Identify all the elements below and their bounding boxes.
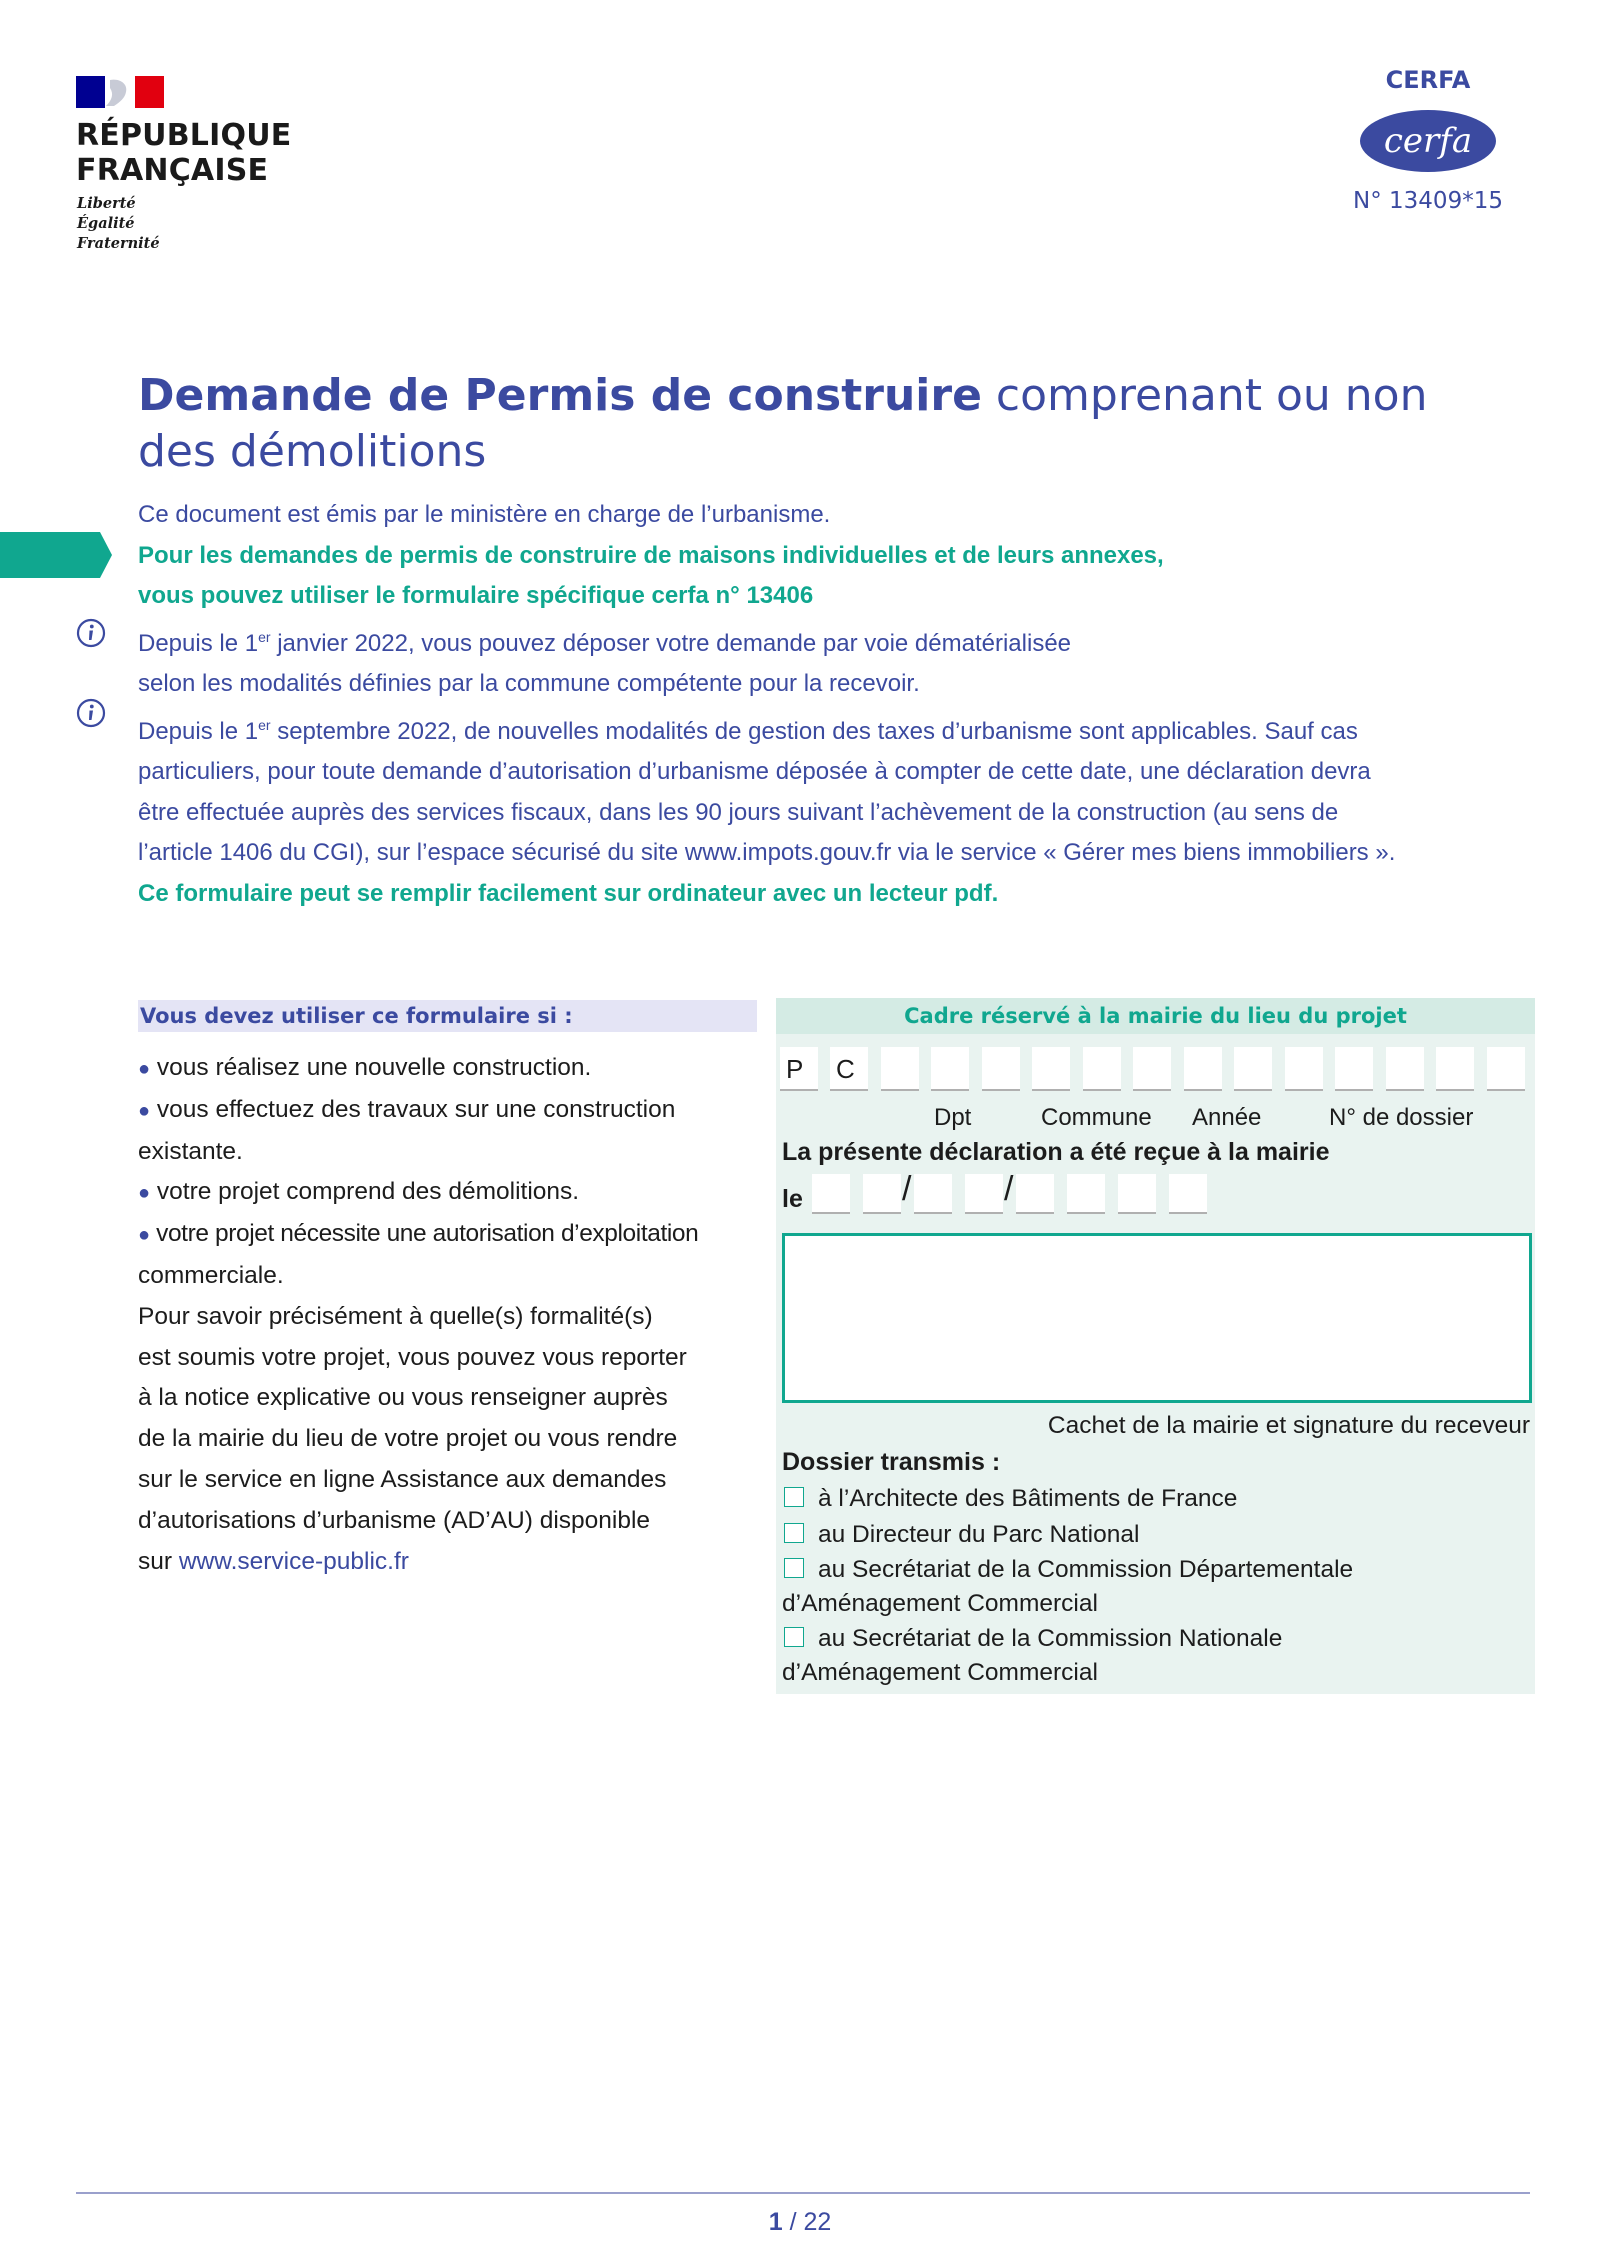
box-dpt[interactable] [982,1047,1020,1091]
info-icon [76,618,106,648]
box-annee[interactable] [1234,1047,1272,1091]
reception-statement: La présente déclaration a été reçue à la mairie [782,1138,1330,1166]
list-item-cont: existante. [138,1137,243,1165]
cerfa-number: N° 13409*15 [1353,188,1503,214]
info-icon [76,698,106,728]
intro-teal-final: Ce formulaire peut se remplir facilement sur ordinateur avec un lecteur pdf. [138,879,999,907]
intro-text [138,495,1538,914]
republic-motto: Liberté Égalité Fraternité [77,195,160,252]
list-item: ● votre projet comprend des démolitions. [138,1178,580,1206]
footer-divider [76,2192,1530,2194]
para-line: de la mairie du lieu de votre projet ou vous rendre [138,1425,678,1453]
dossier-transmis-title: Dossier transmis : [782,1448,1001,1476]
service-public-link[interactable]: www.service-public.fr [178,1547,409,1575]
transmission-checklist [782,1482,1522,1692]
info1-line1: Depuis le 1er janvier 2022, vous pouvez déposer votre demande par voie dématérialisée [138,628,1072,657]
list-item-cont: commerciale. [138,1261,284,1289]
intro-teal-line1: Pour les demandes de permis de construire de maisons individuelles et de leurs annexes, [138,541,1164,569]
date-day-box[interactable] [863,1174,901,1214]
date-year-box[interactable] [1016,1174,1054,1214]
para-line: sur le service en ligne Assistance aux demandes [138,1465,667,1493]
stamp-caption: Cachet de la mairie et signature du receveur [1047,1412,1530,1439]
cerfa-logo-icon [1358,108,1498,174]
box-commune[interactable] [1032,1047,1070,1091]
intro-teal-line2: vous pouvez utiliser le formulaire spécifique cerfa n° 13406 [138,582,814,609]
para-line: Pour savoir précisément à quelle(s) formalité(s) [138,1302,653,1330]
para-line: à la notice explicative ou vous renseigner auprès [138,1384,668,1412]
svg-text:cerfa: cerfa [1383,121,1473,161]
list-item: ● vous réalisez une nouvelle construction. [138,1054,592,1081]
left-heading: Vous devez utiliser ce formulaire si : [138,1000,757,1032]
title-rest: comprenant ou non [981,370,1428,421]
box-commune[interactable] [1083,1047,1121,1091]
list-item: ● vous effectuez des travaux sur une construction [138,1095,676,1123]
info2-line4: l’article 1406 du CGI), sur l’espace sécurisé du site www.impots.gouv.fr via le service « Gérer mes biens immobiliers ». [138,839,1396,866]
date-year-box[interactable] [1169,1174,1207,1214]
date-month-box[interactable] [914,1174,952,1214]
date-year-box[interactable] [1118,1174,1156,1214]
info1-line2: selon les modalités définies par la commune compétente pour la recevoir. [138,670,920,697]
date-slash: / [1004,1170,1014,1208]
info2-line2: particuliers, pour toute demande d’autorisation d’urbanisme déposée à compter de cette date, une déclaration devra [138,758,1371,785]
list-item: ● votre projet nécessite une autorisation d’exploitation [138,1220,699,1248]
check-item-cnac: au Secrétariat de la Commission Nationale d’Aménagement Commercial [782,1625,1283,1686]
checkbox[interactable] [784,1523,804,1543]
checkbox[interactable] [784,1558,804,1578]
check-item-parc-national: au Directeur du Parc National [782,1518,1522,1552]
date-slash: / [902,1170,912,1208]
box-dpt[interactable] [881,1047,919,1091]
page-title [138,368,1438,480]
intro-line1: Ce document est émis par le ministère en charge de l’urbanisme. [138,501,831,528]
box-c: C [830,1047,868,1091]
box-dossier[interactable] [1436,1047,1474,1091]
panel-heading: Cadre réservé à la mairie du lieu du projet [776,998,1535,1034]
republique-francaise-title: RÉPUBLIQUE FRANÇAISE [76,118,292,188]
box-dossier[interactable] [1285,1047,1323,1091]
date-label: le [782,1185,803,1213]
cerfa-label: CERFA [1385,66,1471,94]
box-dossier[interactable] [1487,1047,1525,1091]
title-line2: des démolitions [138,426,487,477]
usage-conditions [138,1048,760,1582]
label-commune: Commune [1041,1104,1152,1131]
date-month-box[interactable] [965,1174,1003,1214]
checkbox[interactable] [784,1627,804,1647]
para-line: sur www.service-public.fr [138,1547,409,1575]
label-annee: Année [1192,1104,1262,1131]
check-item-cdac: au Secrétariat de la Commission Départementale d’Aménagement Commercial [782,1556,1354,1617]
box-annee[interactable] [1184,1047,1222,1091]
label-dossier: N° de dossier [1329,1104,1474,1131]
title-bold: Demande de Permis de construire [138,370,982,421]
box-commune[interactable] [1133,1047,1171,1091]
box-dossier[interactable] [1335,1047,1373,1091]
teal-arrow-marker [0,532,112,578]
box-p: P [780,1047,818,1091]
date-year-box[interactable] [1067,1174,1105,1214]
para-line: d’autorisations d’urbanisme (AD’AU) disponible [138,1506,651,1534]
info2-line1: Depuis le 1er septembre 2022, de nouvelles modalités de gestion des taxes d’urbanisme sont applicables. Sauf cas [138,716,1358,745]
para-line: est soumis votre projet, vous pouvez vous reporter [138,1343,687,1371]
info2-line3: être effectuée auprès des services fiscaux, dans les 90 jours suivant l’achèvement de la construction (au sens de [138,798,1339,826]
pagination: 1 / 22 [768,2208,832,2236]
box-dpt[interactable] [931,1047,969,1091]
check-item-abf: à l’Architecte des Bâtiments de France [782,1482,1522,1516]
checkbox[interactable] [784,1487,804,1507]
marianne-flag-logo [76,76,164,108]
date-day-box[interactable] [812,1174,850,1214]
label-dpt: Dpt [934,1104,972,1131]
stamp-signature-area[interactable] [782,1233,1532,1403]
box-dossier[interactable] [1386,1047,1424,1091]
